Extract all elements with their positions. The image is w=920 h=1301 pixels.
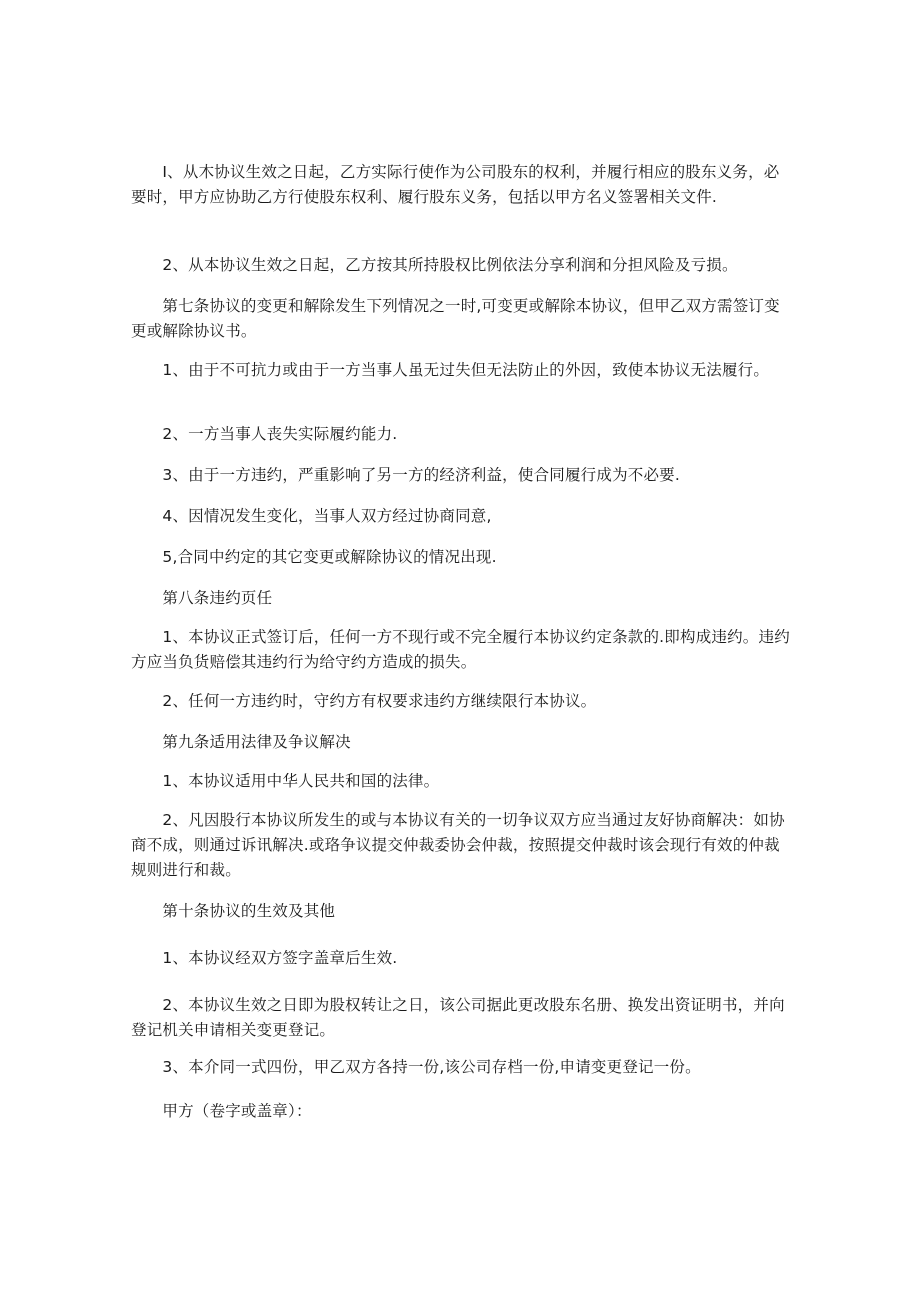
- paragraph-article8-clause2: 2、任何一方违约时，守约方有权要求违约方继续限行本协议。: [131, 692, 597, 710]
- paragraph-article7-clause3: 3、由于一方违约，严重影响了另一方的经济利益，使合同履行成为不必要.: [131, 466, 680, 484]
- paragraph-article9-clause1: 1、本协议适用中华人民共和国的法律。: [131, 772, 440, 790]
- paragraph-article7-clause4: 4、因情况发生变化，当事人双方经过协商同意,: [131, 507, 492, 525]
- paragraph-article10-clause1: 1、本协议经双方签字盖章后生效.: [131, 949, 398, 967]
- paragraph-article9-clause2: 2、凡因股行本协议所发生的或与本协议有关的一切争议双方应当通过友好协商解决：如协商不成，则通过诉讯解决.或珞争议提交仲裁委协会仲裁，按照提交仲裁时该会现行有效的仲裁规则进行和裁。: [131, 811, 785, 879]
- paragraph-article7-clause2: 2、一方当事人丧失实际履约能力.: [131, 425, 398, 443]
- paragraph-article8-clause1: 1、本协议正式签订后，任何一方不现行或不完全履行本协议约定条款的.即构成违约。违约方应当负货赔偿其违约行为给守约方造成的损失。: [131, 628, 790, 671]
- paragraph-article6-clause1: I、从木协议生效之日起，乙方实际行使作为公司股东的权利，并履行相应的股东义务，必要时，甲方应协助乙方行使股东权利、履行股东义务，包括以甲方名义签署相关文件.: [131, 163, 780, 206]
- paragraph-article10-clause3: 3、本介同一式四份，甲乙双方各持一份,该公司存档一份,申请变更登记一份。: [131, 1058, 701, 1076]
- paragraph-article7-clause5: 5,合同中约定的其它变更或解除协议的情况出现.: [131, 548, 497, 566]
- paragraph-article6-clause2: 2、从本协议生效之日起，乙方按其所持股权比例依法分享利润和分担风险及亏损。: [131, 256, 738, 274]
- paragraph-article7-clause1: 1、由于不可抗力或由于一方当事人虽无过失但无法防止的外因，致使本协议无法履行。: [131, 361, 770, 379]
- paragraph-article10-clause2: 2、本协议生效之日即为股权转让之日，该公司据此更改股东名册、换发出资证明书，并向登记机关申请相关变更登记。: [131, 996, 785, 1039]
- heading-article10: 第十条协议的生效及其他: [131, 902, 336, 920]
- signature-party-a: 甲方（卷字或盖章）：: [131, 1102, 312, 1120]
- heading-article7: 第七条协议的变更和解除发生下列情况之一时,可变更或解除本协议，但甲乙双方需签订变更或解除协议书。: [131, 297, 780, 340]
- heading-article8: 第八条违约页任: [131, 589, 273, 607]
- heading-article9: 第九条适用法律及争议解决: [131, 733, 351, 751]
